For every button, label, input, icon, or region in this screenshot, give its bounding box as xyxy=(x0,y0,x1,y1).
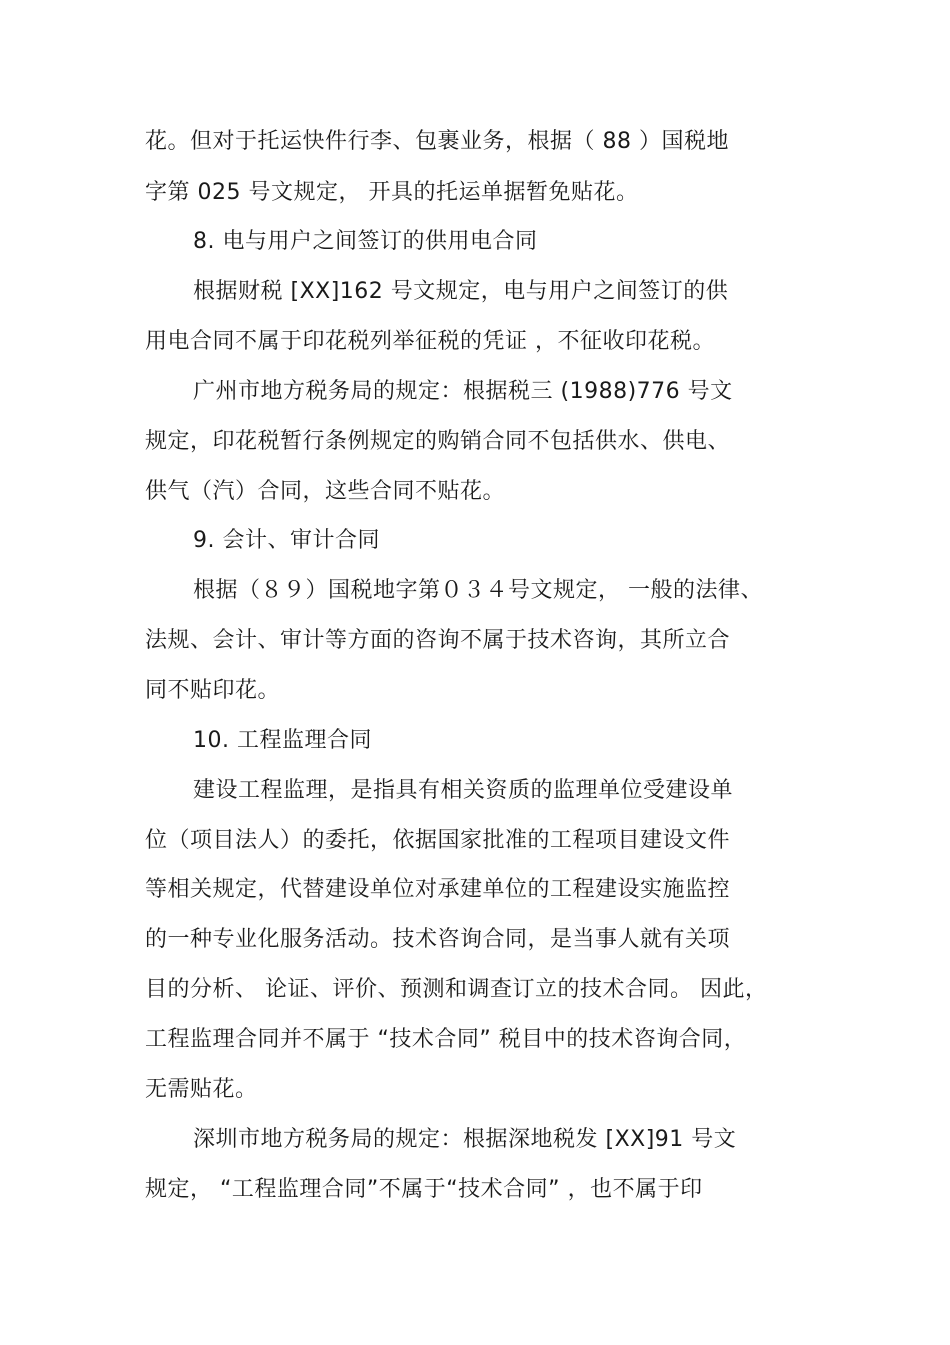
text-line-15: 位（项目法人）的委托，依据国家批准的工程项目建设文件 xyxy=(145,828,731,853)
text-line-17: 的一种专业化服务活动。技术咨询合同，是当事人就有关项 xyxy=(145,927,731,952)
text-line-1: 花。但对于托运快件行李、包裹业务，根据（ 88 ）国税地 xyxy=(145,129,729,154)
text-line-18: 目的分析、 论证、评价、预测和调查订立的技术合同。 因此， xyxy=(145,977,768,1002)
text-line-4: 根据财税 [XX]162 号文规定，电与用户之间签订的供 xyxy=(193,279,729,304)
text-line-2: 字第 025 号文规定， 开具的托运单据暂免贴花。 xyxy=(145,180,639,205)
section-heading-8: 8. 电与用户之间签订的供用电合同 xyxy=(193,229,538,254)
text-line-20: 无需贴花。 xyxy=(145,1077,258,1102)
text-line-10: 根据（８９）国税地字第０３４号文规定， 一般的法律、 xyxy=(193,578,763,603)
text-line-21: 深圳市地方税务局的规定：根据深地税发 [XX]91 号文 xyxy=(193,1127,737,1152)
text-line-22: 规定， “工程监理合同”不属于“技术合同” ，也不属于印 xyxy=(145,1177,703,1202)
text-line-6: 广州市地方税务局的规定：根据税三 (1988)776 号文 xyxy=(193,379,733,404)
text-line-14: 建设工程监理，是指具有相关资质的监理单位受建设单 xyxy=(193,778,734,803)
section-heading-10: 10. 工程监理合同 xyxy=(193,728,372,753)
text-line-16: 等相关规定，代替建设单位对承建单位的工程建设实施监控 xyxy=(145,877,731,902)
section-heading-9: 9. 会计、审计合同 xyxy=(193,528,380,553)
text-line-11: 法规、会计、审计等方面的咨询不属于技术咨询，其所立合 xyxy=(145,628,731,653)
text-line-5: 用电合同不属于印花税列举征税的凭证 ，不征收印花税。 xyxy=(145,329,715,354)
text-line-12: 同不贴印花。 xyxy=(145,678,281,703)
text-line-7: 规定，印花税暂行条例规定的购销合同不包括供水、供电、 xyxy=(145,429,731,454)
text-line-8: 供气（汽）合同，这些合同不贴花。 xyxy=(145,479,506,504)
text-line-19: 工程监理合同并不属于 “技术合同” 税目中的技术咨询合同， xyxy=(145,1027,747,1052)
